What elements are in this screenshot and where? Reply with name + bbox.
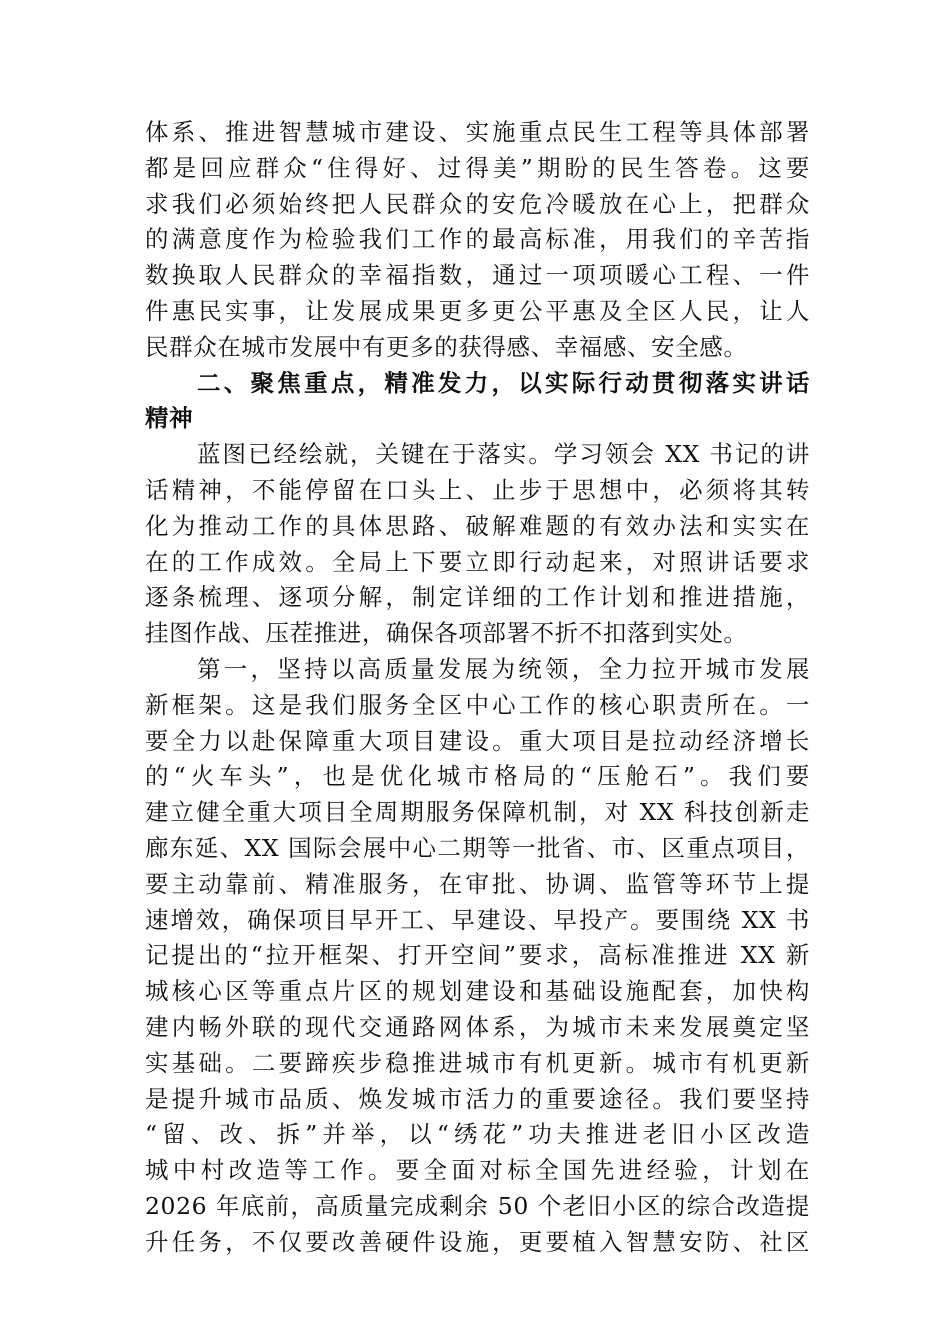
text-line: 体系、推进智慧城市建设、实施重点民生工程等具体部署 [145, 118, 810, 146]
text-line: 速增效，确保项目早开工、早建设、早投产。要围绕 XX 书 [145, 905, 810, 934]
text-line: 在的工作成效。全局上下要立即行动起来，对照讲话要求 [145, 547, 810, 576]
text-line: 的“火车头”，也是优化城市格局的“压舱石”。我们要 [145, 762, 810, 791]
text-line: 廊东延、XX 国际会展中心二期等一批省、市、区重点项目， [145, 833, 810, 862]
text-line: 记提出的“拉开框架、打开空间”要求，高标准推进 XX 新 [145, 941, 810, 970]
text-line: “留、改、拆”并举，以“绣花”功夫推进老旧小区改造 [145, 1120, 810, 1149]
paragraph-3 [145, 652, 810, 1261]
document-page [145, 115, 810, 1261]
text-line: 升任务，不仅要改善硬件设施，更要植入智慧安防、社区 [145, 1227, 810, 1256]
paragraph-2 [145, 437, 810, 652]
text-line: 蓝图已经绘就，关键在于落实。学习领会 XX 书记的讲 [197, 440, 810, 469]
heading-line: 精神 [145, 404, 194, 433]
text-line: 逐条梳理、逐项分解，制定详细的工作计划和推进措施， [145, 583, 810, 612]
heading-line: 二、聚焦重点，精准发力，以实际行动贯彻落实讲话 [197, 368, 810, 397]
section-heading-2 [145, 366, 810, 438]
text-line: 新框架。这是我们服务全区中心工作的核心职责所在。一 [145, 690, 810, 719]
text-line: 化为推动工作的具体思路、破解难题的有效办法和实实在 [145, 511, 810, 540]
text-line: 挂图作战、压茬推进，确保各项部署不折不扣落到实处。 [145, 619, 748, 648]
text-line: 民群众在城市发展中有更多的获得感、幸福感、安全感。 [145, 332, 748, 361]
text-line: 城中村改造等工作。要全面对标全国先进经验，计划在 [145, 1156, 810, 1185]
text-line: 数换取人民群众的幸福指数，通过一项项暖心工程、一件 [145, 261, 810, 290]
text-line: 都是回应群众“住得好、过得美”期盼的民生答卷。这要 [145, 153, 810, 182]
text-line: 要主动靠前、精准服务，在审批、协调、监管等环节上提 [145, 869, 810, 898]
text-line: 话精神，不能停留在口头上、止步于思想中，必须将其转 [145, 475, 810, 504]
paragraph-1 [145, 115, 810, 366]
text-line: 第一，坚持以高质量发展为统领，全力拉开城市发展 [197, 654, 810, 683]
text-line: 是提升城市品质、焕发城市活力的重要途径。我们要坚持 [145, 1084, 810, 1113]
text-line: 要全力以赴保障重大项目建设。重大项目是拉动经济增长 [145, 726, 810, 755]
text-line: 建内畅外联的现代交通路网体系，为城市未来发展奠定坚 [145, 1012, 810, 1041]
text-line: 的满意度作为检验我们工作的最高标准，用我们的辛苦指 [145, 225, 810, 254]
text-line: 实基础。二要蹄疾步稳推进城市有机更新。城市有机更新 [145, 1048, 810, 1077]
text-line: 求我们必须始终把人民群众的安危冷暖放在心上，把群众 [145, 189, 810, 218]
text-line: 件惠民实事，让发展成果更多更公平惠及全区人民，让人 [145, 296, 810, 325]
text-line: 2026 年底前，高质量完成剩余 50 个老旧小区的综合改造提 [145, 1191, 810, 1220]
text-line: 建立健全重大项目全周期服务保障机制，对 XX 科技创新走 [145, 798, 810, 827]
text-line: 城核心区等重点片区的规划建设和基础设施配套，加快构 [145, 977, 810, 1006]
